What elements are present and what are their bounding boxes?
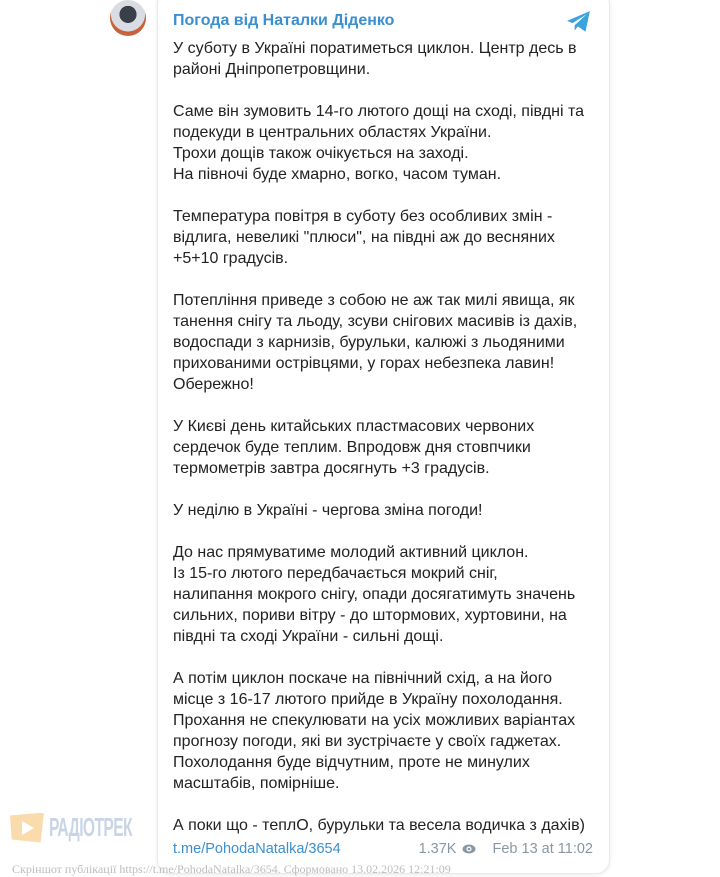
post-text-line: сердечок буде теплим. Впродовж дня стовпчики (173, 439, 531, 456)
post-text-line: місце з 16-17 лютого прийде в Україну похолодання. (173, 691, 563, 708)
post-text-line: прогнозу погоди, які ви зустрічаєте у своїх гаджетах. (173, 733, 562, 750)
post-footer (173, 841, 593, 859)
post-text-line: Обережно! (173, 376, 254, 393)
post-text-line: На півночі буде хмарно, вогко, часом туман. (173, 166, 502, 183)
post-text-line: А потім циклон поскаче на північний схід, а на його (173, 670, 553, 687)
post-paragraph (173, 290, 585, 395)
channel-avatar[interactable] (110, 0, 146, 36)
screenshot-caption: Скріншот публікації https://t.me/PohodaNatalka/3654. Сформовано 13.02.2026 12:21:09 (12, 862, 451, 876)
post-paragraph (173, 500, 585, 521)
post-text-line: А поки що - теплО, бурульки та весела водичка з дахів) (173, 817, 585, 834)
post-text-line: Потепління приведе з собою не аж так милі явища, як (173, 292, 575, 309)
view-count: 1.37K (418, 841, 457, 857)
post-text-line: Саме він зумовить 14-го лютого дощі на сході, півдні та (173, 103, 585, 120)
post-paragraph (173, 668, 585, 794)
post-text-line: У неділю в Україні - чергова зміна погоди! (173, 502, 483, 519)
eye-icon (462, 844, 476, 854)
post-text-line: Трохи дощів також очікується на заході. (173, 145, 469, 162)
post-text-line: подекуди в центральних областях України. (173, 124, 492, 141)
post-text-line: Похолодання буде відчутним, проте не минулих (173, 754, 530, 771)
post-text-line: У суботу в Україні поратиметься циклон. Центр десь в (173, 40, 577, 57)
post-text-line: водоспади з карнизів, бурульки, калюжі з льодяними (173, 334, 565, 351)
post-text-line: районі Дніпропетровщини. (173, 61, 371, 78)
post-text-line: прихованими острівцями, у горах небезпека лавин! (173, 355, 555, 372)
post-date[interactable]: Feb 13 at 11:02 (492, 841, 593, 857)
channel-name[interactable]: Погода від Наталки Діденко (173, 12, 395, 29)
play-logo-icon (10, 813, 44, 843)
post-text-line: термометрів завтра досягнуть +3 градусів. (173, 460, 490, 477)
post-text-line: танення снігу та льоду, зсуви снігових масивів із дахів, (173, 313, 578, 330)
post-link[interactable]: t.me/PohodaNatalka/3654 (173, 841, 341, 857)
post-paragraph (173, 416, 585, 479)
post-text-line: До нас прямуватиме молодий активний циклон. (173, 544, 529, 561)
post-text-line: півдні та сході України - сильні дощі. (173, 628, 444, 645)
post-paragraph (173, 815, 585, 836)
post-paragraph (173, 38, 585, 80)
telegram-icon[interactable] (566, 10, 592, 34)
post-text-line: +5+10 градусів. (173, 250, 289, 267)
post-paragraph (173, 101, 585, 185)
post-text-line: відлига, невеликі "плюси", на півдні аж до весняних (173, 229, 555, 246)
post-text (173, 38, 585, 857)
radiotrek-watermark (10, 812, 160, 843)
post-paragraph (173, 206, 585, 269)
watermark-logo-text: РАДІОТРЕК (49, 812, 132, 842)
post-text-line: масштабів, помірніше. (173, 775, 340, 792)
post-text-line: У Києві день китайських пластмасових червоних (173, 418, 535, 435)
post-text-line: Прохання не спекулювати на усіх можливих варіантах (173, 712, 576, 729)
post-text-line: сильних, пориви вітру - до штормових, хуртовини, на (173, 607, 567, 624)
post-text-line: Температура повітря в суботу без особливих змін - (173, 208, 553, 225)
post-text-line: налипання мокрого снігу, опади досягатимуть значень (173, 586, 576, 603)
post-paragraph (173, 542, 585, 647)
post-text-line: Із 15-го лютого передбачається мокрий сніг, (173, 565, 498, 582)
